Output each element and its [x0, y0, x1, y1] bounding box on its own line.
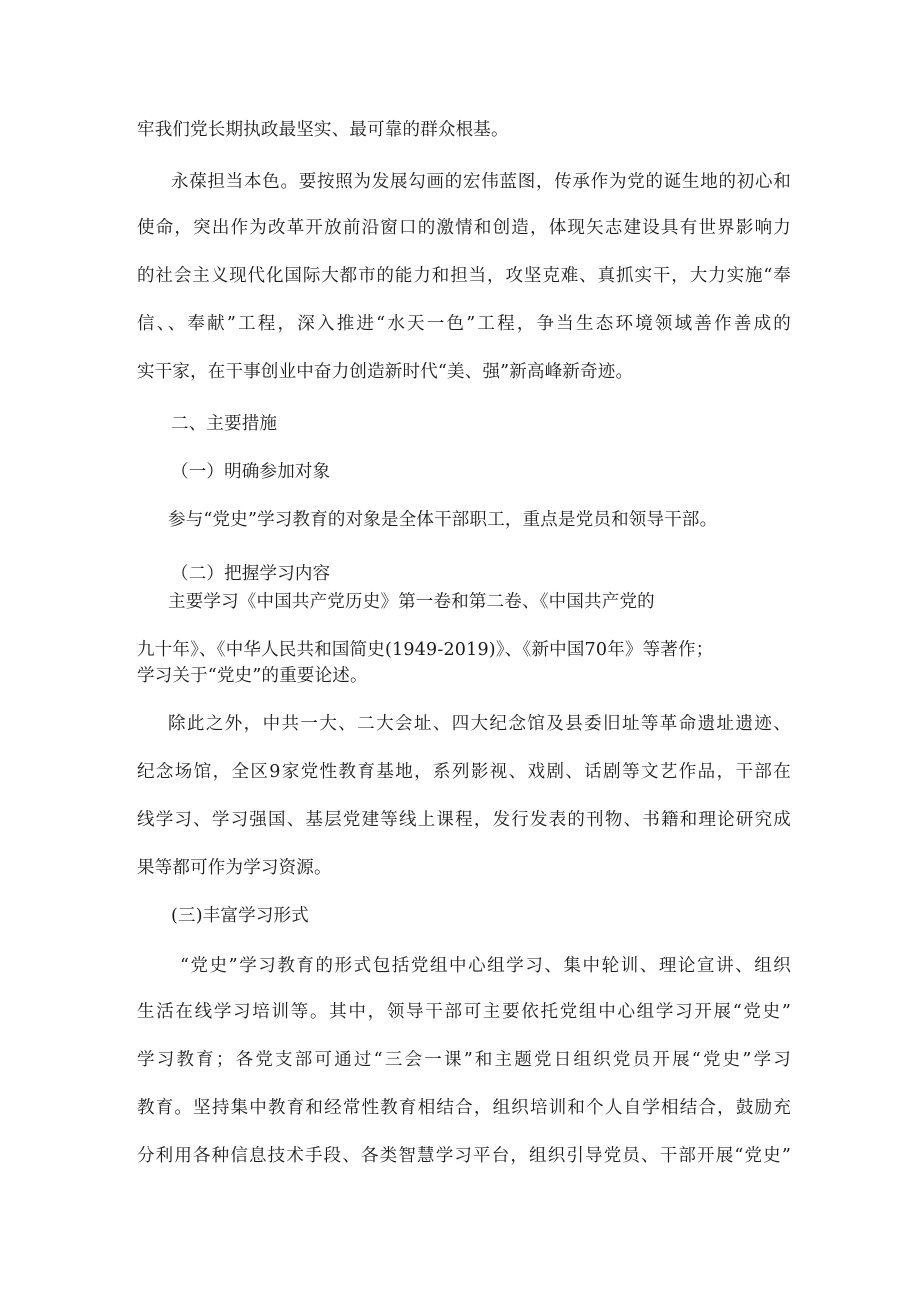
- subsection-heading: （一）明确参加对象: [171, 462, 331, 482]
- text-line: 九十年》、《中华人民共和国简史(1949-2019)》、《新中国70年》等著作；: [137, 640, 714, 660]
- text-line: 分利用各种信息技术手段、各类智慧学习平台，组织引导党员、干部开展“党史”: [137, 1146, 791, 1166]
- text-line: 学习关于“党史”的重要论述。: [137, 666, 368, 686]
- paragraph-start-line: “党史”学习教育的形式包括党组中心组学习、集中轮训、理论宣讲、组织: [180, 956, 791, 976]
- subsection-heading: (三)丰富学习形式: [171, 906, 309, 926]
- subsection-heading: （二）把握学习内容: [171, 564, 331, 584]
- text-line: 教育。坚持集中教育和经常性教育相结合，组织培训和个人自学相结合，鼓励充: [137, 1098, 791, 1118]
- text-line: 纪念场馆，全区9家党性教育基地，系列影视、戏剧、话剧等文艺作品，干部在: [137, 762, 791, 782]
- text-line: 的社会主义现代化国际大都市的能力和担当，攻坚克难、真抓实干，大力实施“奉: [137, 266, 791, 286]
- text-line: 果等都可作为学习资源。: [137, 858, 332, 878]
- text-line: 主要学习《中国共产党历史》第一卷和第二卷、《中国共产党的: [168, 592, 655, 612]
- paragraph-start-line: 永葆担当本色。要按照为发展勾画的宏伟蓝图，传承作为党的诞生地的初心和: [171, 172, 791, 192]
- text-line: 参与“党史”学习教育的对象是全体干部职工，重点是党员和领导干部。: [168, 510, 718, 530]
- text-line: 使命，突出作为改革开放前沿窗口的激情和创造，体现矢志建设具有世界影响力: [137, 218, 791, 238]
- text-line: 实干家，在干事创业中奋力创造新时代“美、强”新高峰新奇迹。: [137, 362, 634, 382]
- text-line: 牢我们党长期执政最坚实、最可靠的群众根基。: [137, 120, 509, 140]
- paragraph-start-line: 除此之外，中共一大、二大会址、四大纪念馆及县委旧址等革命遗址遗迹、: [168, 714, 791, 734]
- text-line: 学习教育；各党支部可通过“三会一课”和主题党日组织党员开展“党史”学习: [137, 1050, 791, 1070]
- section-heading: 二、主要措施: [171, 414, 278, 434]
- text-line: 线学习、学习强国、基层党建等线上课程，发行发表的刊物、书籍和理论研究成: [137, 810, 791, 830]
- text-line: 生活在线学习培训等。其中，领导干部可主要依托党组中心组学习开展“党史”: [137, 1002, 791, 1022]
- text-line: 信、、奉献”工程，深入推进“水天一色”工程，争当生态环境领域善作善成的: [137, 314, 791, 334]
